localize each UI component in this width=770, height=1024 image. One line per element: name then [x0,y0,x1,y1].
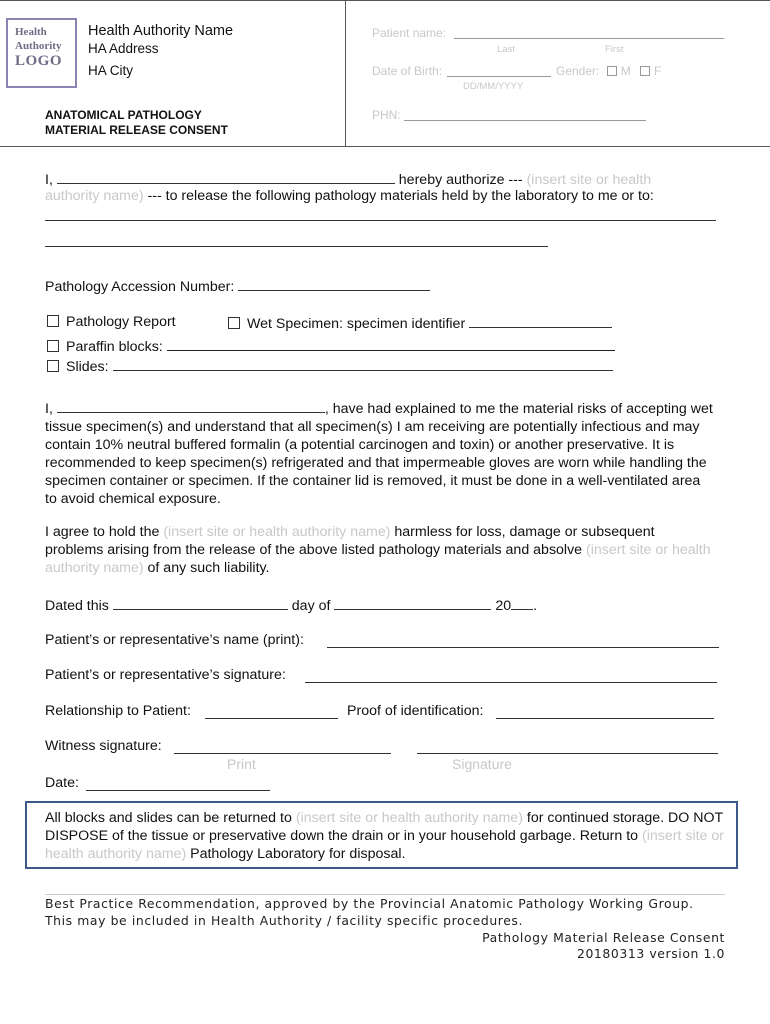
site-placeholder-1: (insert site or health [526,172,652,188]
month-field[interactable] [334,595,491,610]
dated-this-label: Dated this [45,598,109,614]
day-field[interactable] [113,595,288,610]
paraffin-blocks-field[interactable] [167,336,615,351]
first-caption: First [605,44,624,55]
pathology-report-option [47,313,176,331]
proof-field[interactable] [496,718,714,719]
risk-acknowledger-field[interactable] [57,398,325,413]
paraffin-option [47,336,615,356]
form-title-line-2: MATERIAL RELEASE CONSENT [45,123,228,137]
paraffin-label: Paraffin blocks: [66,339,163,355]
accession-number-field[interactable] [238,276,430,291]
slides-option [47,356,613,376]
agree-text-b: harmless for loss, damage or subsequent problems arising from the release of the above listed pathology materials and absolve [45,524,655,558]
site-placeholder-2: authority name) [45,188,144,204]
paraffin-checkbox[interactable] [47,340,59,352]
dob-format-caption: DD/MM/YYYY [463,81,524,92]
phn-label: PHN: [372,108,401,122]
agree-paragraph [45,523,715,577]
recipient-field-1[interactable] [45,220,716,221]
last-caption: Last [497,44,515,55]
patient-name-label: Patient name: [372,26,447,40]
agree-text-a: I agree to hold the [45,524,160,540]
wet-specimen-checkbox[interactable] [228,317,240,329]
phn-field[interactable] [404,120,646,121]
date-field[interactable] [86,790,270,791]
recipient-field-2[interactable] [45,246,548,247]
accession-row [45,276,430,296]
agree-text-c: of any such liability. [147,560,270,576]
gender-f-label: F [654,64,662,78]
gender-m-checkbox[interactable] [607,66,617,76]
dob-label: Date of Birth: [372,64,443,78]
dated-period: . [533,598,538,614]
health-authority-logo [6,18,77,88]
relationship-field[interactable] [205,718,338,719]
form-title-line-1: ANATOMICAL PATHOLOGY [45,108,202,122]
wet-specimen-option [228,313,612,333]
authorize-line [45,169,651,189]
slides-field[interactable] [113,356,613,371]
logo-line-3: LOGO [15,53,63,69]
ha-name: Health Authority Name [88,23,234,39]
witness-label: Witness signature: [45,738,162,754]
footer-line-2: This may be included in Health Authority / facility specific procedures. [45,913,524,928]
notice-text-c: Pathology Laboratory for disposal. [190,846,406,862]
gender-m-label: M [620,64,631,78]
authorizer-name-field[interactable] [57,169,395,184]
notice-placeholder-1: (insert site or health authority name) [295,810,523,826]
notice-placeholder-2: (insert site or health authority name) [45,828,725,862]
dated-row [45,595,537,615]
slides-label: Slides: [66,359,109,375]
agree-placeholder-1: (insert site or health authority name) [163,524,391,540]
name-print-field[interactable] [327,647,719,648]
footer-doc-name: Pathology Material Release Consent [482,930,725,945]
gender-label: Gender: [556,64,600,78]
signature-label: Patient’s or representative’s signature: [45,667,286,683]
disposal-notice-text [45,809,725,863]
header-top-border [0,0,770,1]
gender-group [556,64,661,78]
witness-print-field[interactable] [174,753,391,754]
authorize-i: I, [45,172,53,188]
footer-rule [45,894,725,895]
ha-address: HA Address [88,41,159,56]
risk-paragraph [45,398,715,508]
gender-f-checkbox[interactable] [640,66,650,76]
notice-text-a: All blocks and slides can be returned to [45,810,292,826]
agree-placeholder-2: (insert site or health authority name) [45,542,711,576]
print-caption: Print [227,756,256,772]
notice-text-b: for continued storage. DO NOT DISPOSE of the tissue or preservative down the drain or in your household garbage. Return to [45,810,723,844]
signature-caption: Signature [452,756,512,772]
footer-line-1: Best Practice Recommendation, approved by the Provincial Anatomic Pathology Working Group. [45,896,694,911]
risk-text: wet tissue specimen(s) and understand that all specimen(s) I am receiving are potentially infectious and may contain 10% neutral buffered formalin (a potential carcinogen and toxin) or another preservative. It is recommended to keep specimen(s) refrigerated and that impermeable gloves are worn while handling the specimen container or specimen. If the container lid is removed, it must be done in a well-ventilated area to avoid chemical exposure. [45,401,713,507]
dob-field[interactable] [447,76,551,77]
hereby-authorize-text: hereby authorize --- [398,172,523,188]
relationship-label: Relationship to Patient: [45,703,191,719]
release-line [45,187,654,205]
logo-line-2: Authority [15,40,62,52]
year-field[interactable] [511,595,533,610]
pathology-report-label: Pathology Report [66,314,176,330]
signature-field[interactable] [305,682,717,683]
date-label: Date: [45,775,79,791]
header-divider [345,0,346,146]
year-prefix: 20 [495,598,512,614]
slides-checkbox[interactable] [47,360,59,372]
patient-name-field[interactable] [454,38,724,39]
day-of-label: day of [291,598,331,614]
logo-line-1: Health [15,26,47,38]
risk-i: I, [45,401,53,417]
specimen-identifier-field[interactable] [469,313,612,328]
witness-signature-field[interactable] [417,753,718,754]
footer-version: 20180313 version 1.0 [576,946,725,961]
pathology-report-checkbox[interactable] [47,315,59,327]
wet-specimen-label: Wet Specimen: specimen identifier [247,316,466,332]
accession-label: Pathology Accession Number: [45,279,235,295]
release-text: --- to release the following pathology materials held by the laboratory to me or to: [147,188,654,204]
proof-label: Proof of identification: [347,703,484,719]
risk-first-line: , have had explained to me the material risks of accepting [324,401,687,417]
header-bottom-border [0,146,770,147]
ha-city: HA City [88,63,134,78]
name-print-label: Patient’s or representative’s name (print): [45,632,304,648]
